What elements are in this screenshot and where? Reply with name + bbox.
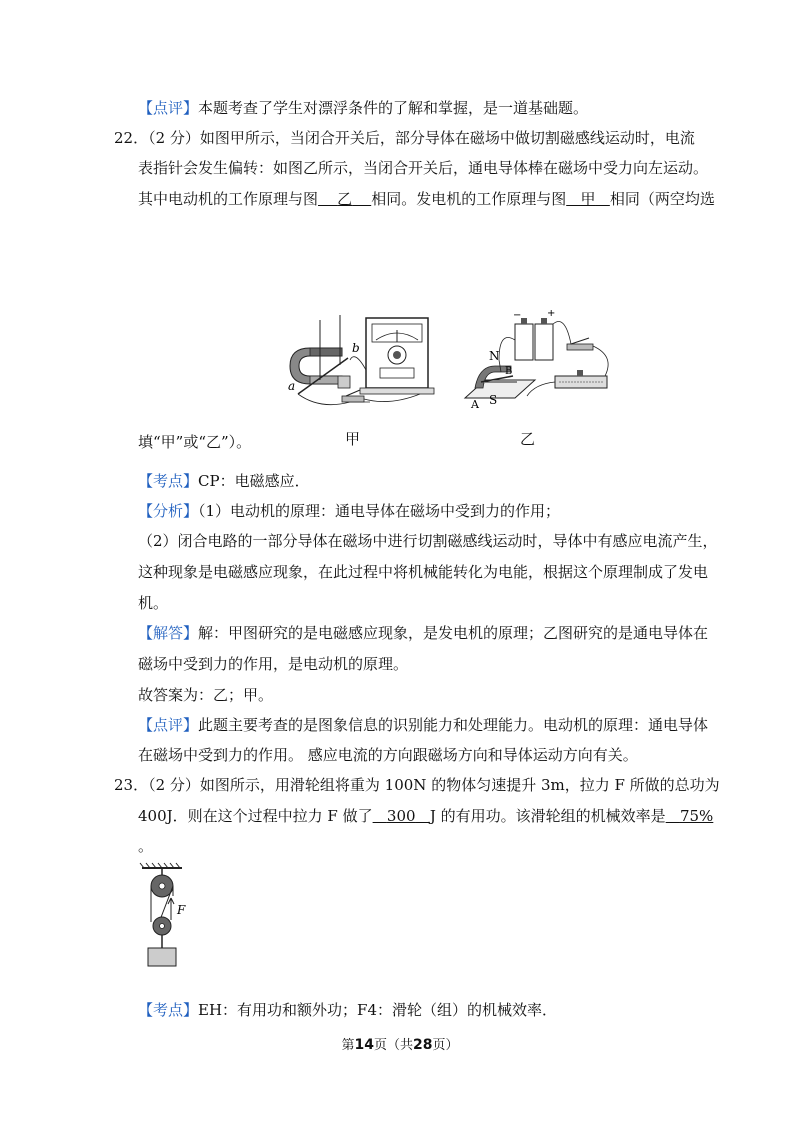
q22-number: 22． bbox=[114, 129, 149, 147]
kaodian-tag: 【考点】 bbox=[138, 472, 199, 490]
footer-post: 页） bbox=[432, 1038, 459, 1053]
battery-minus: − bbox=[513, 310, 522, 321]
q22-line3 bbox=[138, 189, 715, 209]
q22-dianping2: 在磁场中受到力的作用。 感应电流的方向跟磁场方向和导体运动方向有关。 bbox=[138, 746, 638, 764]
fig-label-S: S bbox=[489, 393, 498, 407]
q23-line1 bbox=[114, 775, 720, 795]
q22-fenxi4: 机。 bbox=[138, 594, 169, 612]
comment-line bbox=[138, 98, 588, 118]
kaodian23-tag: 【考点】 bbox=[138, 1001, 199, 1019]
kaodian23-text: EH：有用功和额外功；F4：滑轮（组）的机械效率． bbox=[198, 1001, 557, 1019]
force-label-F: F bbox=[177, 903, 186, 917]
q23-line2 bbox=[138, 806, 713, 826]
footer-pre: 第 bbox=[341, 1038, 355, 1053]
q22-answer2-text: 甲 bbox=[580, 190, 596, 208]
fig-label-A: A bbox=[471, 398, 479, 411]
q22-text3c: 相同（两空均选 bbox=[609, 190, 715, 208]
q23-answer2-text: 75% bbox=[679, 807, 714, 825]
q22-answer1-text: 乙 bbox=[337, 190, 353, 208]
page-footer bbox=[0, 1034, 800, 1053]
q22-line1 bbox=[114, 128, 695, 148]
q23-kaodian bbox=[138, 1000, 557, 1020]
q23-line3: 。 bbox=[138, 837, 154, 855]
jieda-text: 解：甲图研究的是电磁感应现象，是发电机的原理；乙图研究的是通电导体在 bbox=[198, 624, 709, 642]
footer-total-pages: 28 bbox=[413, 1037, 433, 1053]
fig-label-a: a bbox=[288, 379, 296, 393]
fig-label-B: B bbox=[505, 366, 513, 377]
jieda-tag: 【解答】 bbox=[138, 624, 199, 642]
q22-jieda2: 磁场中受到力的作用，是电动机的原理。 bbox=[138, 655, 409, 673]
q22-fenxi2: （2）闭合电路的一部分导体在磁场中进行切割磁感线运动时，导体中有感应电流产生， bbox=[138, 532, 718, 550]
q22-jieda bbox=[138, 623, 708, 643]
comment-text: 本题考查了学生对漂浮条件的了解和掌握，是一道基础题。 bbox=[198, 99, 589, 117]
q23-text1: （2 分）如图所示，用滑轮组将重为 100N 的物体匀速提升 3m，拉力 F 所做的总功为 bbox=[148, 776, 720, 794]
q23-text2b: J 的有用功。该滑轮组的机械效率是 bbox=[429, 807, 666, 825]
footer-mid: 页（共 bbox=[373, 1038, 413, 1053]
q22-text1: （2 分）如图甲所示，当闭合开关后，部分导体在磁场中做切割磁感线运动时，电流 bbox=[148, 129, 695, 147]
q22-fenxi3: 这种现象是电磁感应现象，在此过程中将机械能转化为电能，根据这个原理制成了发电 bbox=[138, 563, 709, 581]
battery-plus: + bbox=[547, 310, 556, 319]
comment-tag: 【点评】 bbox=[138, 99, 199, 117]
kaodian-text: CP：电磁感应． bbox=[198, 472, 310, 490]
q23-number: 23． bbox=[114, 776, 149, 794]
fig-label-b: b bbox=[352, 341, 360, 355]
dianping-tag: 【点评】 bbox=[138, 716, 199, 734]
fig-label-N: N bbox=[489, 349, 500, 363]
fenxi-tag: 【分析】 bbox=[138, 502, 199, 520]
q22-line2: 表指针会发生偏转：如图乙所示，当闭合开关后，通电导体棒在磁场中受力向左运动。 bbox=[138, 159, 709, 177]
footer-page-number: 14 bbox=[354, 1037, 374, 1053]
q22-answer: 故答案为：乙；甲。 bbox=[138, 686, 274, 704]
figure-yi-caption: 乙 bbox=[520, 430, 536, 448]
q22-answer1 bbox=[318, 190, 371, 208]
q22-dianping bbox=[138, 715, 708, 735]
q22-text3a: 其中电动机的工作原理与图 bbox=[138, 190, 319, 208]
q22-fenxi bbox=[138, 501, 560, 521]
figure-yi-motor bbox=[455, 310, 625, 415]
q22-kaodian bbox=[138, 471, 310, 491]
q22-text3b: 相同。发电机的工作原理与图 bbox=[371, 190, 567, 208]
q22-line4: 填“甲”或“乙”）。 bbox=[138, 433, 252, 451]
q22-answer2 bbox=[566, 190, 610, 208]
figure-jia-caption: 甲 bbox=[345, 430, 361, 448]
q23-answer1-text: 300 bbox=[386, 807, 416, 825]
q23-answer2 bbox=[666, 807, 714, 825]
fenxi-text: （1）电动机的原理：通电导体在磁场中受到力的作用； bbox=[198, 502, 561, 520]
figure-jia-generator bbox=[280, 310, 440, 415]
q23-text2a: 400J．则在这个过程中拉力 F 做了 bbox=[138, 807, 373, 825]
dianping-text: 此题主要考查的是图象信息的识别能力和处理能力。电动机的原理：通电导体 bbox=[198, 716, 709, 734]
figure-pulley bbox=[138, 862, 198, 970]
q23-answer1 bbox=[373, 807, 430, 825]
